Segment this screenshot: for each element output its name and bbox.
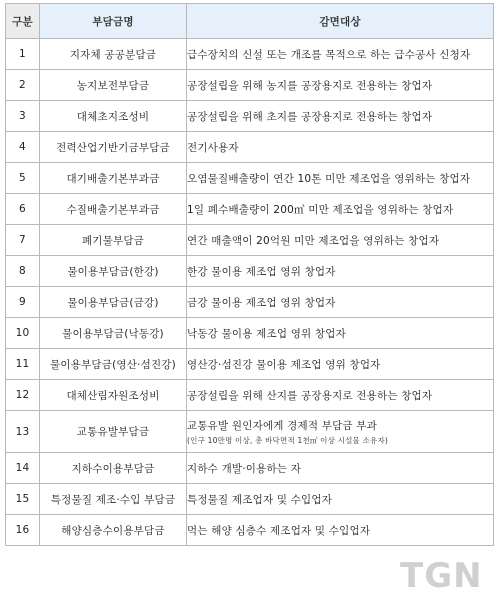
row-exemption-target: 지하수 개발·이용하는 자 xyxy=(187,453,494,484)
row-exemption-target: 오염물질배출량이 연간 10톤 미만 제조업을 영위하는 창업자 xyxy=(187,163,494,194)
table-row xyxy=(6,39,494,70)
row-exemption-target: 금강 물이용 제조업 영위 창업자 xyxy=(187,287,494,318)
charge-exemption-table xyxy=(5,3,494,546)
row-no: 12 xyxy=(6,380,40,411)
row-charge-name: 지하수이용부담금 xyxy=(40,453,187,484)
row-exemption-target: 전기사용자 xyxy=(187,132,494,163)
row-exemption-target: 급수장치의 신설 또는 개조를 목적으로 하는 급수공사 신청자 xyxy=(187,39,494,70)
row-exemption-target: 공장설립을 위해 산지를 공장용지로 전용하는 창업자 xyxy=(187,380,494,411)
table-row xyxy=(6,318,494,349)
row-exemption-target: 영산강·섬진강 물이용 제조업 영위 창업자 xyxy=(187,349,494,380)
table-row xyxy=(6,453,494,484)
table-row xyxy=(6,484,494,515)
row-exemption-target-note: (인구 10만명 이상, 총 바닥면적 1천㎡ 이상 시설물 소유자) xyxy=(187,435,389,445)
row-exemption-target: 공장설립을 위해 농지를 공장용지로 전용하는 창업자 xyxy=(187,70,494,101)
tgn-watermark-logo: TGN xyxy=(400,556,483,596)
row-charge-name: 대기배출기본부과금 xyxy=(40,163,187,194)
row-charge-name: 지자체 공공분담금 xyxy=(40,39,187,70)
row-exemption-target: 1일 폐수배출량이 200㎥ 미만 제조업을 영위하는 창업자 xyxy=(187,194,494,225)
row-charge-name: 대체초지조성비 xyxy=(40,101,187,132)
row-charge-name: 대체산림자원조성비 xyxy=(40,380,187,411)
row-exemption-target: 공장설립을 위해 초지를 공장용지로 전용하는 창업자 xyxy=(187,101,494,132)
row-no: 3 xyxy=(6,101,40,132)
table-row xyxy=(6,287,494,318)
row-charge-name: 물이용부담금(금강) xyxy=(40,287,187,318)
row-charge-name: 물이용부담금(영산·섬진강) xyxy=(40,349,187,380)
row-no: 2 xyxy=(6,70,40,101)
row-no: 5 xyxy=(6,163,40,194)
header-no: 구분 xyxy=(6,4,40,39)
header-charge-name: 부담금명 xyxy=(40,4,187,39)
table-row xyxy=(6,380,494,411)
row-exemption-target: 먹는 해양 심층수 제조업자 및 수입업자 xyxy=(187,515,494,546)
table-row xyxy=(6,101,494,132)
table-row xyxy=(6,515,494,546)
row-exemption-target: 낙동강 물이용 제조업 영위 창업자 xyxy=(187,318,494,349)
row-charge-name: 수질배출기본부과금 xyxy=(40,194,187,225)
row-charge-name: 교통유발부담금 xyxy=(40,411,187,453)
row-no: 8 xyxy=(6,256,40,287)
row-no: 4 xyxy=(6,132,40,163)
row-charge-name: 전력산업기반기금부담금 xyxy=(40,132,187,163)
row-charge-name: 특정물질 제조·수입 부담금 xyxy=(40,484,187,515)
row-no: 14 xyxy=(6,453,40,484)
row-exemption-target-cell xyxy=(187,411,494,453)
row-charge-name: 폐기물부담금 xyxy=(40,225,187,256)
row-charge-name: 물이용부담금(낙동강) xyxy=(40,318,187,349)
table-row xyxy=(6,132,494,163)
table-row xyxy=(6,70,494,101)
row-exemption-target: 한강 물이용 제조업 영위 창업자 xyxy=(187,256,494,287)
row-exemption-target: 특정물질 제조업자 및 수입업자 xyxy=(187,484,494,515)
row-no: 15 xyxy=(6,484,40,515)
table-header-row xyxy=(6,4,494,39)
header-exemption-target: 감면대상 xyxy=(187,4,494,39)
row-no: 7 xyxy=(6,225,40,256)
table-row xyxy=(6,225,494,256)
table-row xyxy=(6,256,494,287)
table-row xyxy=(6,163,494,194)
row-no: 6 xyxy=(6,194,40,225)
row-charge-name: 해양심층수이용부담금 xyxy=(40,515,187,546)
row-exemption-target: 교통유발 원인자에게 경제적 부담금 부과 xyxy=(187,419,377,432)
row-no: 1 xyxy=(6,39,40,70)
row-no: 16 xyxy=(6,515,40,546)
row-exemption-target: 연간 매출액이 20억원 미만 제조업을 영위하는 창업자 xyxy=(187,225,494,256)
row-charge-name: 물이용부담금(한강) xyxy=(40,256,187,287)
row-no: 11 xyxy=(6,349,40,380)
row-charge-name: 농지보전부담금 xyxy=(40,70,187,101)
table-row xyxy=(6,349,494,380)
row-no: 10 xyxy=(6,318,40,349)
row-no: 13 xyxy=(6,411,40,453)
table-row xyxy=(6,411,494,453)
row-no: 9 xyxy=(6,287,40,318)
table-row xyxy=(6,194,494,225)
